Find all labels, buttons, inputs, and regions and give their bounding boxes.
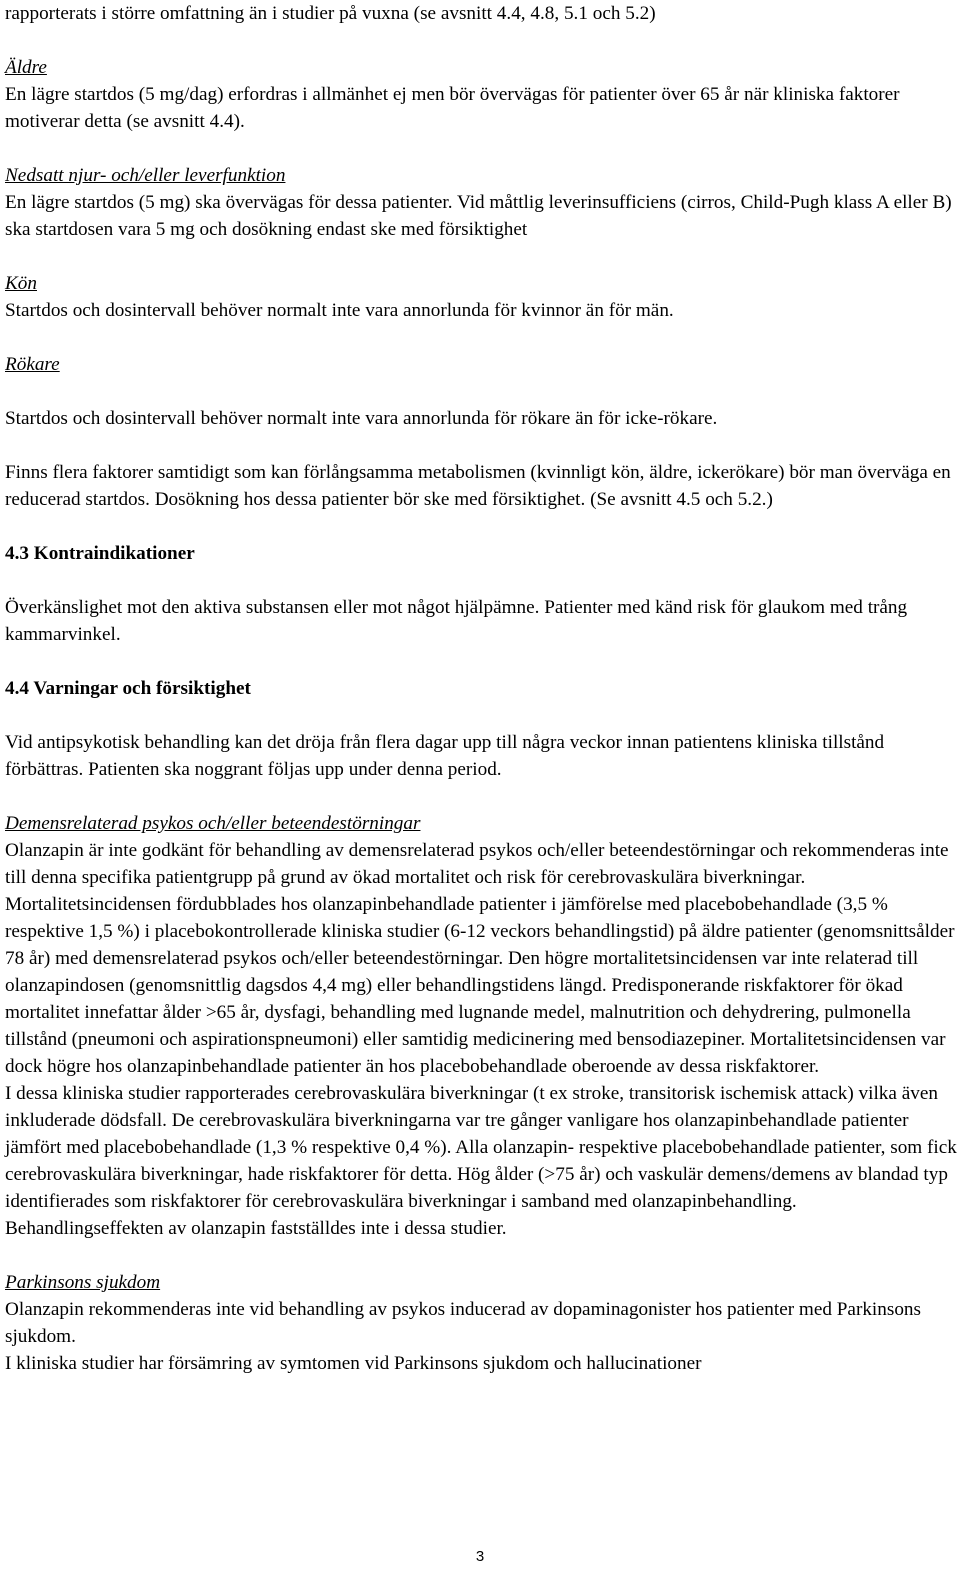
section-heading-4-3: 4.3 Kontraindikationer [5,543,195,564]
dementia-paragraph-2: Mortalitetsincidensen fördubblades hos olanzapinbehandlade patienter i jämförelse med placebobehandlade (3,5 % respektive 1,5 %) i placebokontrollerade kliniska studier (6-12 veckors behandlingstid) på äldre patienter (genomsnittsålder 78 år) med demensrelaterad psykos och/eller beteendestörningar. Den högre mortalitetsincidensen var inte relaterad till olanzapindosen (genomsnittlig dagsdos 4,4 mg) eller behandlingstidens längd. Predisponerande riskfaktorer för ökad mortalitet innefattar ålder >65 år, dysfagi, behandling med lugnande medel, malnutrition och dehydrering, pulmonella tillstånd (pneumoni och aspirationspneumoni) eller samtidig medicinering med bensodiazepiner. Mortalitetsincidensen var dock högre hos olanzapinbehandlade patienter än hos placebobehandlade oberoende av dessa riskfaktorer. [5,894,955,1077]
dementia-paragraph-3: I dessa kliniska studier rapporterades cerebrovaskulära biverkningar (t ex stroke, transitorisk ischemisk attack) vilka även inkluderade dödsfall. De cerebrovaskulära biverkningarna var tre gånger vanligare hos olanzapinbehandlade patienter jämfört med placebobehandlade (1,3 % respektive 0,4 %). Alla olanzapin- respektive placebobehandlade patienter, som fick cerebrovaskulära biverkningar, hade riskfaktorer för detta. Hög ålder (>75 år) och vaskulär demens/demens av blandad typ identifierades som riskfaktorer för cerebrovaskulära biverkningar i samband med olanzapinbehandling. Behandlingseffekten av olanzapin fastställdes inte i dessa studier. [5,1083,957,1239]
spacer [5,783,957,810]
intro-paragraph: rapporterats i större omfattning än i studier på vuxna (se avsnitt 4.4, 4.8, 5.1 och 5.2) [5,3,656,24]
gender-paragraph: Startdos och dosintervall behöver normalt inte vara annorlunda för kvinnor än för män. [5,300,674,321]
spacer [5,648,957,675]
spacer [5,432,957,459]
smokers-paragraph: Startdos och dosintervall behöver normalt inte vara annorlunda för rökare än för icke-rökare. [5,408,718,429]
parkinsons-paragraph-1: Olanzapin rekommenderas inte vid behandling av psykos inducerad av dopaminagonister hos patienter med Parkinsons sjukdom. [5,1299,921,1347]
heading-renal-hepatic: Nedsatt njur- och/eller leverfunktion [5,165,286,186]
contraindications-paragraph: Överkänslighet mot den aktiva substansen eller mot något hjälpämne. Patienter med känd risk för glaukom med trång kammarvinkel. [5,597,908,645]
spacer [5,378,957,405]
spacer [5,702,957,729]
spacer [5,27,957,54]
dementia-paragraph-1: Olanzapin är inte godkänt för behandling av demensrelaterad psykos och/eller beteendestörningar och rekommenderas inte till denna specifika patientgrupp på grund av ökad mortalitet och risk för cerebrovaskulära biverkningar. [5,840,949,888]
renal-hepatic-paragraph: En lägre startdos (5 mg) ska övervägas för dessa patienter. Vid måttlig leverinsufficiens (cirros, Child-Pugh klass A eller B) ska startdosen vara 5 mg och dosökning endast ske med försiktighet [5,192,952,240]
parkinsons-paragraph-2: I kliniska studier har försämring av symtomen vid Parkinsons sjukdom och hallucinationer [5,1353,702,1374]
page-number: 3 [475,1548,485,1565]
document-page [5,0,957,1377]
elderly-paragraph: En lägre startdos (5 mg/dag) erfordras i allmänhet ej men bör övervägas för patienter över 65 år när kliniska faktorer motiverar detta (se avsnitt 4.4). [5,84,900,132]
heading-parkinsons: Parkinsons sjukdom [5,1272,161,1293]
section-heading-4-4: 4.4 Varningar och försiktighet [5,678,251,699]
heading-smokers: Rökare [5,354,60,375]
spacer [5,1242,957,1269]
spacer [5,135,957,162]
heading-dementia: Demensrelaterad psykos och/eller beteendestörningar [5,813,421,834]
multiple-factors-paragraph: Finns flera faktorer samtidigt som kan förlångsamma metabolismen (kvinnligt kön, äldre, ickerökare) bör man överväga en reducerad startdos. Dosökning hos dessa patienter bör ske med försiktighet. (Se avsnitt 4.5 och 5.2.) [5,462,951,510]
spacer [5,324,957,351]
spacer [5,513,957,540]
heading-elderly: Äldre [5,57,47,78]
warnings-paragraph: Vid antipsykotisk behandling kan det dröja från flera dagar upp till några veckor innan patientens kliniska tillstånd förbättras. Patienten ska noggrant följas upp under denna period. [5,732,885,780]
spacer [5,243,957,270]
spacer [5,567,957,594]
heading-gender: Kön [5,273,37,294]
